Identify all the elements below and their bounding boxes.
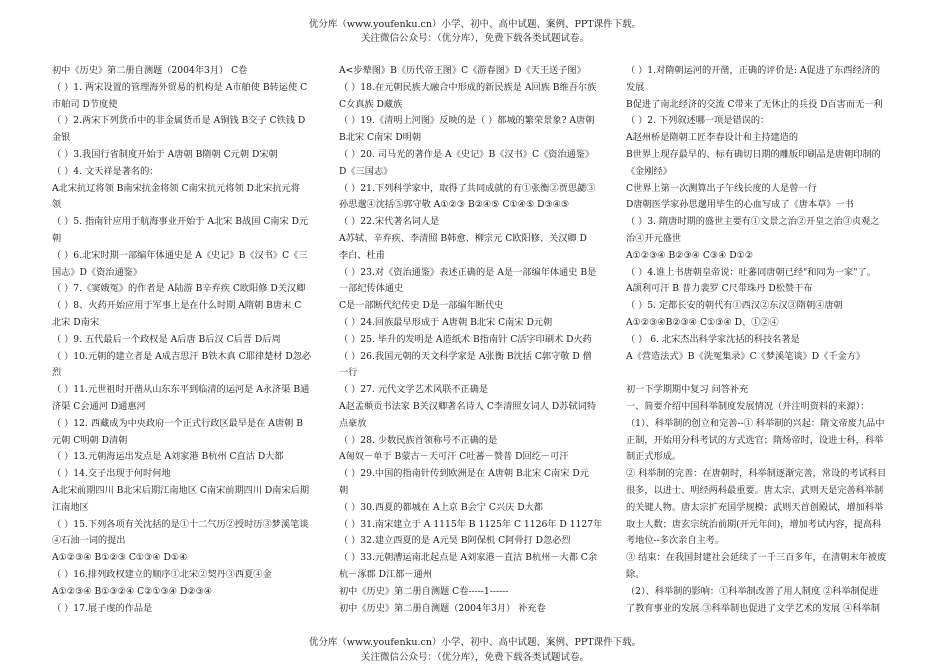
text-line: 初中《历史》第二册自测题（2004年3月） 补充卷 [339,602,546,614]
header-line-2: 关注微信公众号：（优分库），免费下载各类试题试卷。 [360,33,589,44]
text-line: 《金刚经》 [626,165,672,177]
text-line: （ ）1. 两宋设置的管理海外贸易的机构是 A市舶使 B转运使 C [52,81,308,93]
text-line: 制正式形成。 [626,451,682,463]
text-line: （ ）25. 毕升的发明是 A造纸术 B指南针 C活字印刷术 D火药 [339,333,592,345]
text-line: C女真族 D藏族 [339,98,403,110]
text-line: （ ）1.对隋朝运河的开凿，正确的评价是: A促进了东西经济的 [626,65,881,76]
text-line: 发展 [626,81,645,93]
text-line: （ ）31.南宋建立于 A 1115年 B 1125年 C 1126年 D 1127年 [339,518,603,530]
text-line: B北宋 C南宋 D明朝 [339,132,422,144]
text-line: （ ）20. 司马光的著作是 A《史记》B《汉书》C《资治通鉴》 [339,148,595,160]
text-line: A匈奴－单于 B蒙古－天可汗 C吐蕃－赞普 D回纥－可汗 [339,451,569,463]
text-line: （ ）29.中国的指南针传到欧洲是在 A唐朝 B北宋 C南宋 D元 [339,468,589,480]
text-line: （ ）11.元世祖时开凿从山东东平到临清的运河是 A永济渠 B通 [52,384,310,396]
text-line: 李白、杜甫 [339,249,385,261]
text-line: （ ）8、火药开始应用于军事上是在什么时期 A隋朝 B唐末 C [52,300,302,312]
text-line: A赵州桥是隋朝工匠李春设计和主持建造的 [626,132,799,144]
text-line: （ ）10.元朝的建立者是 A成吉思汗 B铁木真 C耶律楚材 D忽必 [52,350,312,362]
text-line: ③ 结束：在我国封建社会延续了一千三百多年，在清朝末年被废 [626,552,887,564]
text-line: A①②③④B②③④ C①③④ D、①②④ [626,316,779,328]
text-line: 杭－涿郡 D江都－通州 [339,568,432,580]
text-line: A①②③④ B①②③ C①③④ D①④ [52,552,188,564]
text-line: （ ）4. 文天祥是著名的： [52,165,159,177]
text-line: A《营造法式》B《洗冤集录》C《梦溪笔谈》D《千金方》 [626,350,866,362]
text-line: A<步辇图》B《历代帝王图》C《游春图》D《天王送子图》 [339,65,586,76]
column-right [626,63,902,631]
text-line: 一、简要介绍中国科举制度发展情况（并注明资料的来源）： [626,400,870,412]
text-line: 金银 [52,132,71,144]
text-line: （ ）17.展子虔的作品是 [52,602,153,614]
text-line: （ ）3. 隋唐时期的盛世主要有①文景之治②开皇之治③贞观之 [626,216,880,228]
text-line: （ ）7.《窦娥冤》的作者是 A陆游 B辛弃疾 C欧阳修 D关汉卿 [52,283,306,295]
text-line: 治④开元盛世 [626,232,682,244]
text-line: （ ）6.北宋时期一部编年体通史是 A《史记》B《汉书》C《三 [52,249,308,261]
text-line: B世界上现存最早的、标有确切日期的雕版印刷品是唐朝印制的 [626,148,881,160]
text-line: A苏轼、辛弃疾、李清照 B韩愈、柳宗元 C欧阳修、关汉卿 D [339,232,587,244]
text-line: 江南地区 [52,501,89,513]
text-line: （ ）24.回族最早形成于 A唐朝 B北宋 C南宋 D元朝 [339,316,553,328]
text-line: 初中《历史》第二册自测题 C卷-----1------ [339,585,509,597]
text-line [626,365,902,382]
text-line: 很多，以进士、明经两科最重要。唐太宗、武则天是完善科举制 [626,484,884,496]
text-line: （ ）4.谁上书唐朝皇帝说：吐蕃同唐朝已经"和同为一家"了。 [626,266,876,278]
text-line: （ ）15.下列各项有关沈括的是①十二气历②授时历③梦溪笔谈 [52,518,309,530]
text-line: 一行 [339,367,358,379]
text-line: （ ）21.下列科学家中，取得了共同成就的有①张衡②贾思勰③ [339,182,596,194]
text-line: 市舶司 D节度使 [52,98,118,110]
text-line: 取士人数；唐玄宗统治前期(开元年间)，增加考试内容，提高科 [626,518,882,530]
text-line: （ ）3.我国行省制度开始于 A唐朝 B隋朝 C元朝 D宋朝 [52,148,278,160]
text-line: （ ）33.元朝漕运南北起点是 A刘家港－直沽 B杭州－大都 C余 [339,552,598,564]
text-line: （ ）18.在元朝民族大融合中形成的新民族是 A回族 B维吾尔族 [339,81,597,93]
text-line: （ ）14.交子出现于何时何地 [52,468,171,480]
text-line: （ ） 6. 北宋杰出科学家沈括的科技名著是 [626,333,800,345]
text-line: （ ）32.建立西夏的是 A元昊 B阿保机 C阿骨打 D忽必烈 [339,535,571,547]
text-line: A①②③④ B①③②④ C②①③④ D②③④ [52,585,213,597]
text-line: 国志》D《资治通鉴》 [52,266,143,278]
text-line: A北宋前期四川 B北宋后期江南地区 C南宋前期四川 D南宋后期 [52,484,310,496]
text-line: 孙思邈④沈括⑤郭守敬 A①②③ B②④⑤ C①④⑤ D③④⑤ [339,199,570,211]
text-line: 初一下学期期中复习 问答补充 [626,384,749,396]
text-line: 元朝 C明朝 D清朝 [52,434,128,446]
text-line: 点豪放 [339,417,367,429]
text-line: A①②③④ B②③④ C③④ D①② [626,249,754,261]
text-line: A颉利可汗 B 普力裴罗 C尺带珠丹 D松赞干布 [626,283,813,295]
text-line: 正制，开始用分科考试的方式选官；隋炀帝时，设进士科，科举 [626,434,884,446]
text-line: （ ）27. 元代文学艺术风联不正确是 [339,384,489,396]
text-line: 烈 [52,367,62,379]
text-line: （ ）13.元朝海运出发点是 A刘家港 B杭州 C直沽 D大都 [52,451,284,463]
text-line: 初中《历史》第二册自测题（2004年3月） C卷 [52,65,248,76]
text-line: C世界上第一次测算出子午线长度的人是曾一行 [626,182,817,194]
text-line: （ ）2.两宋下列货币中的非金属货币是 A铜钱 B交子 C铁钱 D [52,115,306,127]
text-line: ② 科举制的完善：在唐朝时，科举制逐渐完善，常设的考试科目 [626,468,887,480]
text-line: （1）、科举制的创立和完善--① 科举制的兴起：隋文帝废九品中 [626,417,885,429]
text-line: A北宋抗辽将领 B南宋抗金将领 C南宋抗元将领 D北宋抗元将 [52,182,300,194]
text-line: 朝 [339,484,349,496]
text-line: 北宋 D南宋 [52,316,100,328]
column-left [52,63,330,631]
text-line: 除。 [626,568,645,580]
text-line: D《三国志》 [339,165,393,177]
text-line: （ ）5. 指南针应用于航海事业开始于 A北宋 B战国 C南宋 D元 [52,216,309,228]
text-line: A赵孟頫贡书法家 B关汉卿著名诗人 C李清照女词人 D苏轼词特 [339,400,597,412]
text-line: B促进了南北经济的交流 C带来了无休止的兵役 D百害而无一利 [626,98,883,110]
footer-line-1: 优分库（www.youfenku.cn）小学、初中、高中试题、案例、PPT课件下载。 [308,637,642,648]
text-line: 一部纪传体通史 [339,283,404,295]
text-line: 济渠 C会通河 D通惠河 [52,400,146,412]
header-line-1: 优分库（www.youfenku.cn）小学、初中、高中试题、案例、PPT课件下载。 [308,19,642,30]
footer-line-2: 关注微信公众号：（优分库），免费下载各类试题试卷。 [360,652,589,663]
text-line: 朝 [52,232,62,244]
text-line: 考地位--多次亲自主考。 [626,535,725,547]
text-line: （ ）23.对《资治通鉴》表述正确的是 A是一部编年体通史 B是 [339,266,597,278]
text-line: D唐朝医学家孙思邈用毕生的心血写成了《唐本草》一书 [626,199,854,211]
text-line: （ ）12. 西藏成为中央政府一个正式行政区最早是在 A唐朝 B [52,417,303,429]
column-middle [339,63,617,631]
text-line: （2）、科举制的影响：①科举制改善了用人制度 ②科举制促进 [626,585,879,597]
text-line: （ ）2. 下列叙述哪一项是错误的： [626,115,770,127]
text-line: 了教育事业的发展 ③科举制也促进了文学艺术的发展 ④科举制 [626,602,880,614]
text-line: C是一部断代纪传史 D是一部编年断代史 [339,300,504,312]
text-line: 领 [52,199,62,211]
text-line: （ ）9. 五代最后一个政权是 A后唐 B后汉 C后晋 D后周 [52,333,281,345]
text-line: （ ）28. 少数民族首领称号不正确的是 [339,434,498,446]
text-line: 的关键人物。唐太宗扩充国学规模；武则天首创殿试，增加科举 [626,501,884,513]
text-line: ④石油一词的提出 [52,535,126,547]
text-line: （ ）5. 定都长安的朝代有①西汉②东汉③隋朝④唐朝 [626,300,843,312]
text-line: （ ）30.西夏的都城在 A上京 B会宁 C兴庆 D大都 [339,501,543,513]
text-line: （ ）16.排列政权建立的顺序①北宋②契丹③西夏④金 [52,568,272,580]
text-line: （ ）19.《清明上河图》反映的是（ ）都城的繁荣景象? A唐朝 [339,115,595,127]
text-line: （ ）22.宋代著名词人是 [339,216,440,228]
text-line: （ ）26.我国元朝的天文科学家是 A张衡 B沈括 C郭守敬 D 僧 [339,350,592,362]
